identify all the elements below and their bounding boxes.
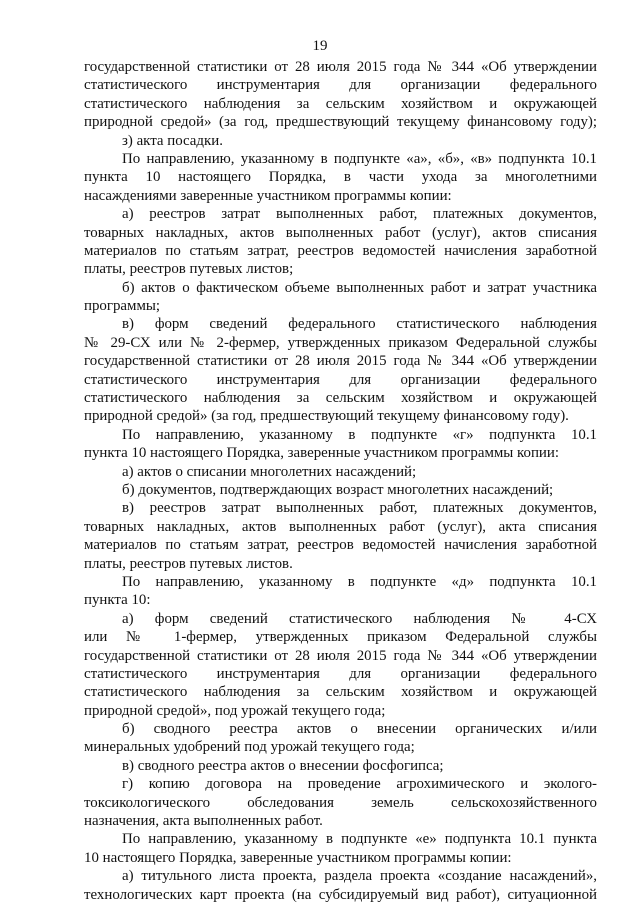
text-line: государственной статистики от 28 июля 2015 года № 344 «Об утверждении — [84, 353, 597, 370]
text-line: минеральных удобрений под урожай текущего года; — [84, 739, 415, 756]
text-line: в) сводного реестра актов о внесении фосфогипса; — [122, 757, 444, 774]
text-line: назначения, акта выполненных работ. — [84, 813, 323, 830]
text-line: в) реестров затрат выполненных работ, платежных документов, — [122, 500, 597, 517]
text-line: государственной статистики от 28 июля 2015 года № 344 «Об утверждении — [84, 59, 597, 75]
text-line: статистического наблюдения за сельским хозяйством и окружающей — [84, 390, 597, 407]
text-line: По направлению, указанному в подпункте «е» подпункта 10.1 пункта — [122, 831, 597, 848]
text-line: платы, реестров путевых листов. — [84, 555, 293, 572]
text-line: природной средой» (за год, предшествующий текущему финансовому году); — [84, 114, 597, 131]
text-line: товарных накладных, актов выполненных работ (услуг), акта списания — [84, 518, 597, 535]
text-line: г) копию договора на проведение агрохимического и эколого- — [122, 776, 597, 793]
text-line: товарных накладных, актов выполненных работ (услуг), актов списания — [84, 224, 597, 241]
text-line: материалов по статьям затрат, реестров ведомостей начисления заработной — [84, 242, 597, 259]
text-line: пункта 10: — [84, 592, 151, 609]
text-line: а) форм сведений статистического наблюдения № 4-СХ — [122, 610, 597, 627]
text-line: статистического инструментария для организации федерального — [84, 665, 597, 682]
text-line: б) сводного реестра актов о внесении органических и/или — [122, 721, 597, 738]
text-line: По направлению, указанному в подпункте «а», «б», «в» подпункта 10.1 — [122, 150, 597, 167]
text-line: № 29-СХ или № 2-фермер, утвержденных приказом Федеральной службы — [84, 334, 597, 351]
text-line: а) титульного листа проекта, раздела проекта «создание насаждений», — [122, 868, 597, 885]
text-line: б) документов, подтверждающих возраст многолетних насаждений; — [122, 481, 554, 498]
text-line: токсикологического обследования земель сельскохозяйственного — [84, 794, 597, 811]
text-line: технологических карт проекта (на субсидируемый вид работ), ситуационной — [84, 886, 597, 903]
text-line: статистического наблюдения за сельским хозяйством и окружающей — [84, 684, 597, 701]
text-line: государственной статистики от 28 июля 2015 года № 344 «Об утверждении — [84, 647, 597, 664]
text-line: По направлению, указанному в подпункте «д» подпункта 10.1 — [122, 573, 597, 590]
text-line: а) реестров затрат выполненных работ, платежных документов, — [122, 206, 597, 223]
text-line: пункта 10 настоящего Порядка, в части ухода за многолетними — [84, 169, 597, 186]
text-line: программы; — [84, 298, 161, 315]
text-line: статистического инструментария для организации федерального — [84, 77, 597, 94]
text-line: платы, реестров путевых листов; — [84, 261, 294, 278]
document-body — [84, 58, 597, 904]
text-line: б) актов о фактическом объеме выполненных работ и затрат участника — [122, 279, 597, 296]
text-line: а) актов о списании многолетних насаждений; — [122, 463, 417, 480]
text-line: пункта 10 настоящего Порядка, заверенные участником программы копии: — [84, 445, 559, 462]
text-line: статистического наблюдения за сельским хозяйством и окружающей — [84, 95, 597, 112]
text-line: в) форм сведений федерального статистического наблюдения — [122, 316, 597, 333]
text-line: По направлению, указанному в подпункте «г» подпункта 10.1 — [122, 426, 597, 443]
text-line: природной средой», под урожай текущего года; — [84, 702, 386, 719]
text-line: з) акта посадки. — [122, 132, 223, 149]
text-line: материалов по статьям затрат, реестров ведомостей начисления заработной — [84, 537, 597, 554]
text-line: природной средой» (за год, предшествующий текущему финансовому году). — [84, 408, 569, 425]
page-number: 19 — [312, 38, 328, 54]
text-line: насаждениями заверенные участником программы копии: — [84, 187, 452, 204]
text-line: 10 настоящего Порядка, заверенные участником программы копии: — [84, 849, 512, 866]
text-line: статистического инструментария для организации федерального — [84, 371, 597, 388]
text-line: или № 1-фермер, утвержденных приказом Федеральной службы — [84, 629, 597, 646]
